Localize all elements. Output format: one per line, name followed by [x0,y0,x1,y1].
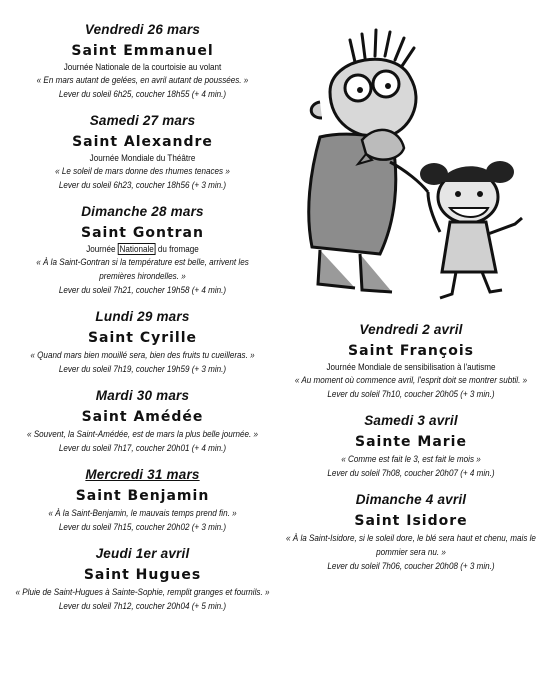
proverb: « Le soleil de mars donne des rhumes tenaces » [55,166,230,176]
day-heading: Jeudi 1er avril [95,546,190,561]
day-heading: Mercredi 31 mars [85,467,200,482]
man-leg-right [360,254,392,292]
saint-name: Saint Benjamin [75,488,210,504]
proverb: « À la Saint-Benjamin, le mauvais temps prend fin. » [48,508,237,518]
day-heading: Vendredi 26 mars [84,22,201,37]
day-entry [265,492,557,573]
sun-times: Lever du soleil 6h23, coucher 18h56 (+ 3 min.) [58,180,227,190]
day-entry [0,113,285,192]
proverb: « Pluie de Saint-Hugues à Sainte-Sophie, remplit granges et fournils. » [15,587,270,597]
saint-name: Saint Gontran [81,225,204,241]
journee-text [14,243,271,255]
day-heading: Samedi 3 avril [364,413,458,428]
saint-name: Sainte Marie [355,434,467,450]
saint-name: Saint Emmanuel [71,43,214,59]
sun-times: Lever du soleil 7h21, coucher 19h58 (+ 4 min.) [58,285,227,295]
day-entry [0,546,285,613]
sun-times: Lever du soleil 7h12, coucher 20h04 (+ 5 min.) [58,601,227,611]
saint-name: Saint Isidore [354,513,468,529]
day-entry [0,22,285,101]
journee-suffix: du fromage [155,244,199,254]
left-column [0,22,285,625]
proverb: « Quand mars bien mouillé sera, bien des fruits tu cueilleras. » [30,350,255,360]
man-head [330,59,416,137]
journee-prefix: Journée [86,244,118,254]
day-heading: Samedi 27 mars [89,113,196,128]
proverb: « À la Saint-Gontran si la température est belle, arrivent les premières hirondelles. » [36,257,249,281]
right-column [265,322,557,585]
proverb: « En mars autant de gelées, en avril autant de poussées. » [36,75,249,85]
day-entry [0,309,285,376]
sun-times: Lever du soleil 7h19, coucher 19h59 (+ 3 min.) [58,364,227,374]
journee-text: Journée Mondiale de sensibilisation à l'autisme [326,362,496,372]
sun-times: Lever du soleil 7h06, coucher 20h08 (+ 3 min.) [327,561,495,571]
proverb: « À la Saint-Isidore, si le soleil dore, le blé sera haut et chenu, mais le pommier sera nu. » [286,533,536,557]
sun-times: Lever du soleil 7h08, coucher 20h07 (+ 4 min.) [327,468,495,478]
sun-times: Lever du soleil 7h17, coucher 20h01 (+ 4 min.) [58,443,227,453]
day-entry [265,322,557,401]
day-heading: Mardi 30 mars [95,388,190,403]
saint-name: Saint Cyrille [87,330,198,346]
sun-times: Lever du soleil 7h15, coucher 20h02 (+ 3 min.) [58,522,227,532]
day-heading: Dimanche 28 mars [81,204,204,219]
proverb: « Au moment où commence avril, l'esprit doit se montrer subtil. » [294,375,528,385]
saint-name: Saint Amédée [81,409,204,425]
proverb: « Comme est fait le 3, est fait le mois » [341,454,481,464]
man-nose [311,102,322,118]
day-heading: Vendredi 2 avril [359,322,463,337]
day-entry [0,204,285,297]
man-leg-left [318,250,355,288]
day-heading: Dimanche 4 avril [355,492,467,507]
saint-name: Saint François [348,343,474,359]
sun-times: Lever du soleil 6h25, coucher 18h55 (+ 4 min.) [58,89,227,99]
day-entry [0,388,285,455]
journee-text: Journée Nationale de la courtoisie au volant [63,62,222,72]
day-entry [0,467,285,534]
day-heading: Lundi 29 mars [95,309,190,324]
proverb: « Souvent, la Saint-Amédée, est de mars la plus belle journée. » [27,429,258,439]
girl-body [442,222,496,272]
journee-text: Journée Mondiale du Théâtre [89,153,196,163]
day-entry [265,413,557,480]
saint-name: Saint Alexandre [72,134,213,150]
sun-times: Lever du soleil 7h10, coucher 20h05 (+ 3 min.) [327,389,495,399]
cartoon-illustration [300,22,530,312]
saint-name: Saint Hugues [83,567,202,583]
journee-boxed-word: Nationale [119,244,154,254]
